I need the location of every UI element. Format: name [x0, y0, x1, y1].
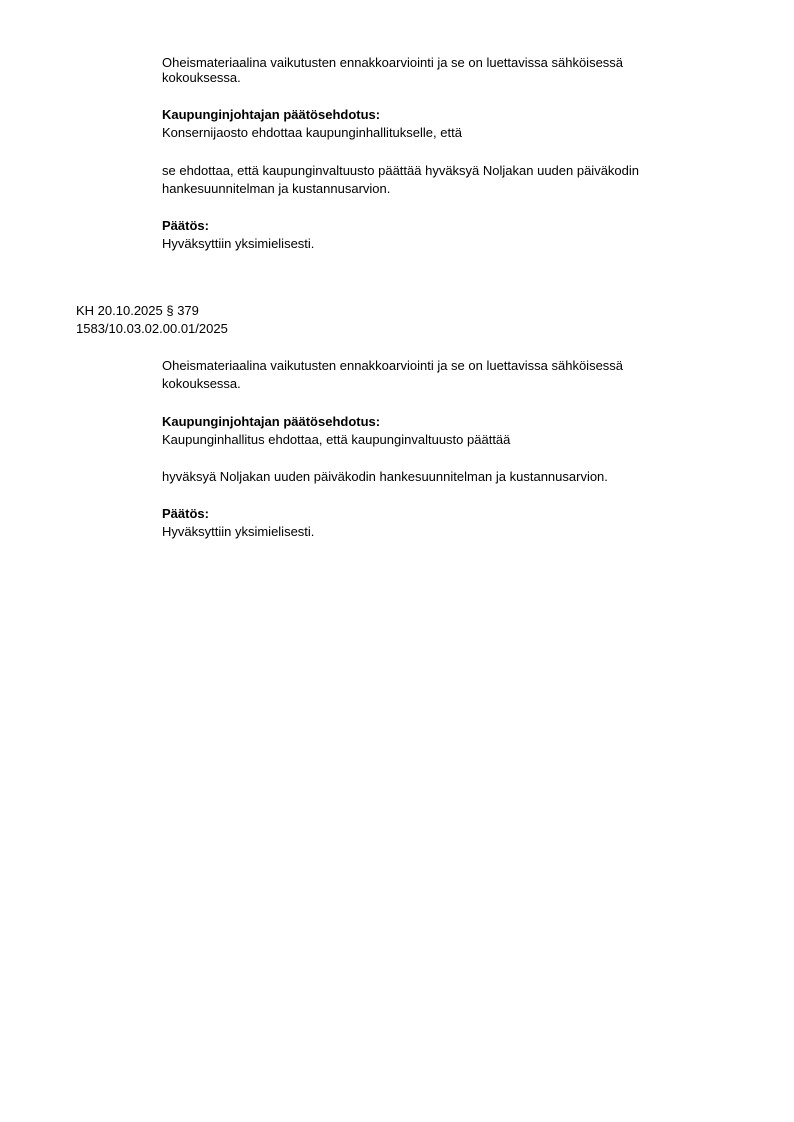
section2-proposal [162, 413, 707, 449]
section2-decision [162, 505, 707, 541]
section2-materials [162, 357, 707, 393]
proposal-intro: Kaupunginhallitus ehdottaa, että kaupunginvaltuusto päättää [162, 432, 511, 447]
section2-proposal-body [162, 468, 707, 486]
meeting-reference-text: KH 20.10.2025 § 379 [76, 303, 199, 318]
materials-text-line: kokouksessa. [162, 376, 241, 391]
section1-materials [162, 54, 707, 87]
proposal-heading: Kaupunginjohtajan päätösehdotus: [162, 107, 381, 122]
proposal-body-line: hankesuunnitelman ja kustannusarvion. [162, 181, 391, 196]
proposal-intro: Konsernijaosto ehdottaa kaupunginhallitukselle, että [162, 125, 462, 140]
decision-heading: Päätös: [162, 506, 209, 521]
materials-text-line: Oheismateriaalina vaikutusten ennakkoarviointi ja se on luettavissa sähköisessä [162, 358, 624, 373]
materials-text-line: Oheismateriaalina vaikutusten ennakkoarviointi ja se on luettavissa sähköisessä [162, 55, 624, 70]
decision-text: Hyväksyttiin yksimielisesti. [162, 524, 315, 539]
proposal-heading: Kaupunginjohtajan päätösehdotus: [162, 414, 381, 429]
section1-proposal-body [162, 162, 707, 198]
decision-heading: Päätös: [162, 218, 209, 233]
decision-text: Hyväksyttiin yksimielisesti. [162, 236, 315, 251]
meeting-reference [76, 302, 228, 338]
proposal-body-line: se ehdottaa, että kaupunginvaltuusto päättää hyväksyä Noljakan uuden päiväkodin [162, 163, 640, 178]
proposal-body-line: hyväksyä Noljakan uuden päiväkodin hankesuunnitelman ja kustannusarvion. [162, 469, 608, 484]
section1-proposal [162, 106, 707, 142]
record-id: 1583/10.03.02.00.01/2025 [76, 321, 228, 336]
section1-decision [162, 217, 707, 253]
materials-text-line: kokouksessa. [162, 70, 241, 85]
